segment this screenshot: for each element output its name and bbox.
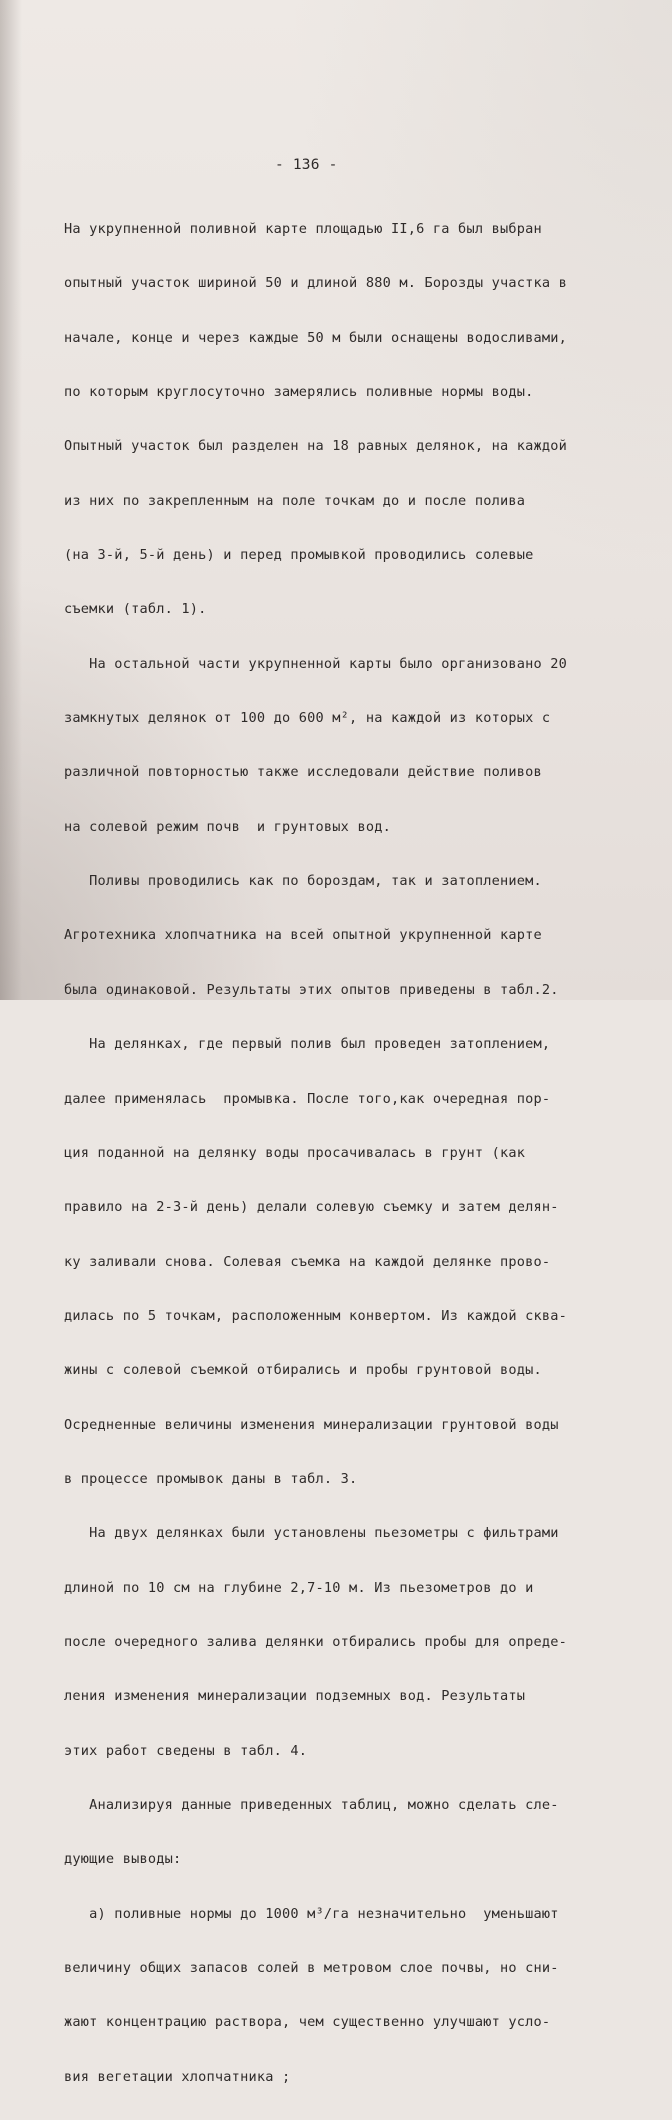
text-line: дующие выводы: — [64, 1851, 182, 1868]
text-line: На делянках, где первый полив был проведен затоплением, — [64, 1036, 551, 1053]
text-line: после очередного залива делянки отбирались пробы для опреде- — [64, 1633, 568, 1650]
text-line: На двух делянках были установлены пьезометры с фильтрами — [64, 1525, 559, 1542]
text-line: замкнутых делянок от 100 до 600 м², на каждой из которых с — [64, 710, 551, 727]
text-line: На укрупненной поливной карте площадью II,6 га был выбран — [64, 221, 542, 237]
text-line: жины с солевой съемкой отбирались и пробы грунтовой воды. — [64, 1362, 542, 1379]
text-line: этих работ сведены в табл. 4. — [64, 1742, 308, 1759]
page-number: - 136 - — [275, 157, 338, 173]
text-line: жают концентрацию раствора, чем существенно улучшают усло- — [64, 2014, 551, 2031]
text-line: Осредненные величины изменения минерализации грунтовой воды — [64, 1416, 559, 1433]
text-line: дилась по 5 точкам, расположенным конвертом. Из каждой сква- — [64, 1307, 568, 1324]
text-line: на солевой режим почв и грунтовых вод. — [64, 818, 391, 835]
text-line: из них по закрепленным на поле точкам до и после полива — [64, 492, 526, 509]
text-line: Опытный участок был разделен на 18 равных делянок, на каждой — [64, 438, 568, 455]
text-line: ция поданной на делянку воды просачивалась в грунт (как — [64, 1144, 526, 1161]
body-text — [64, 186, 664, 2120]
text-line: а) поливные нормы до 1000 м³/га незначительно уменьшают — [64, 1905, 559, 1922]
text-line: Анализируя данные приведенных таблиц, можно сделать сле- — [64, 1796, 559, 1813]
text-line: начале, конце и через каждые 50 м были оснащены водосливами, — [64, 329, 568, 346]
text-line: опытный участок шириной 50 и длиной 880 м. Борозды участка в — [64, 275, 568, 292]
text-line: различной повторностью также исследовали действие поливов — [64, 764, 542, 781]
text-line: правило на 2-3-й день) делали солевую съемку и затем делян- — [64, 1199, 559, 1216]
text-line: Поливы проводились как по бороздам, так и затоплением. — [64, 873, 542, 890]
text-line: была одинаковой. Результаты этих опытов приведены в табл.2. — [64, 981, 559, 998]
text-line: длиной по 10 см на глубине 2,7-10 м. Из пьезометров до и — [64, 1579, 534, 1596]
text-line: съемки (табл. 1). — [64, 601, 207, 618]
text-line: далее применялась промывка. После того,как очередная пор- — [64, 1090, 551, 1107]
text-line: Агротехника хлопчатника на всей опытной укрупненной карте — [64, 927, 542, 944]
text-line: На остальной части укрупненной карты было организовано 20 — [64, 655, 568, 672]
text-line: по которым круглосуточно замерялись поливные нормы воды. — [64, 384, 534, 401]
text-line: ления изменения минерализации подземных вод. Результаты — [64, 1688, 526, 1705]
text-line: в процессе промывок даны в табл. 3. — [64, 1470, 358, 1487]
text-line: вия вегетации хлопчатника ; — [64, 2068, 291, 2085]
text-line: ку заливали снова. Солевая съемка на каждой делянке прово- — [64, 1253, 551, 1270]
page-edge-shadow — [0, 0, 22, 1000]
text-line: величину общих запасов солей в метровом слое почвы, но сни- — [64, 1960, 559, 1976]
text-line: (на 3-й, 5-й день) и перед промывкой проводились солевые — [64, 547, 534, 564]
